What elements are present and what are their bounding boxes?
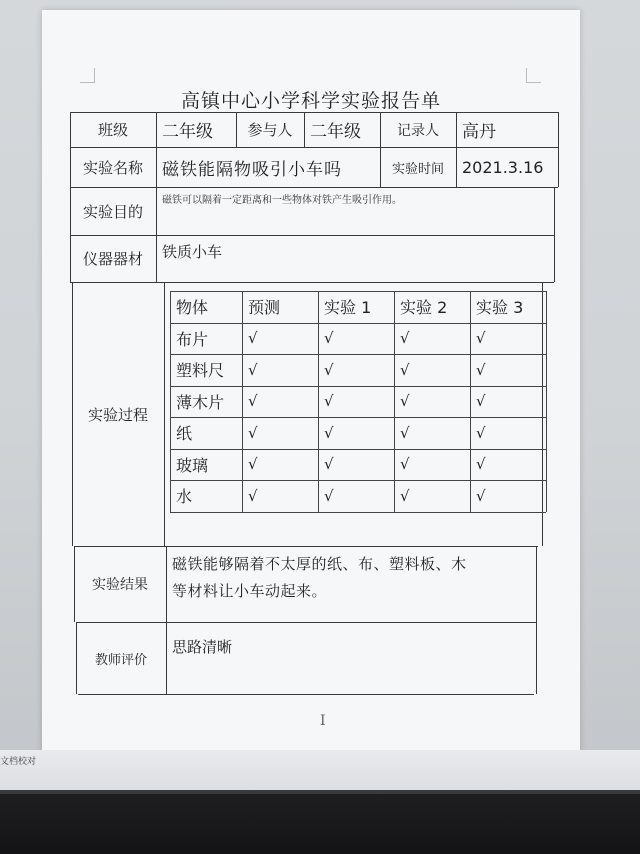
- process-table-header-cell: 物体: [176, 298, 209, 318]
- text-cursor-icon: I: [320, 713, 326, 729]
- purpose-label: 实验目的: [82, 202, 143, 221]
- experiment-time-label: 实验时间: [391, 161, 444, 177]
- participants-label: 参与人: [247, 121, 293, 139]
- process-label: 实验过程: [87, 405, 148, 424]
- report-title: 高镇中心小学科学实验报告单: [180, 90, 441, 112]
- teacher-value[interactable]: 思路清晰: [172, 638, 233, 656]
- equipment-value[interactable]: 铁质小车: [162, 243, 223, 261]
- class-value[interactable]: 二年级: [162, 122, 213, 142]
- process-table-check-cell[interactable]: √: [476, 329, 486, 348]
- process-table-check-cell[interactable]: √: [324, 392, 334, 411]
- process-table-check-cell[interactable]: √: [324, 455, 334, 474]
- margin-corner-mark: [526, 68, 541, 83]
- process-table-check-cell[interactable]: √: [324, 360, 334, 379]
- process-table-check-cell[interactable]: √: [400, 329, 410, 348]
- process-table-header-cell: 实验 3: [476, 298, 524, 318]
- result-line-2[interactable]: 等材料让小车动起来。: [172, 582, 328, 600]
- process-table-check-cell[interactable]: √: [248, 423, 258, 442]
- document-page[interactable]: [42, 10, 580, 754]
- participants-value[interactable]: 二年级: [310, 122, 361, 142]
- teacher-label: 教师评价: [94, 652, 147, 668]
- process-table-header-cell: 实验 2: [400, 298, 448, 318]
- process-table-check-cell[interactable]: √: [400, 455, 410, 474]
- process-table-object-cell[interactable]: 玻璃: [176, 455, 209, 475]
- status-bar: [0, 750, 640, 790]
- process-table-check-cell[interactable]: √: [476, 392, 486, 411]
- process-table-check-cell[interactable]: √: [400, 423, 410, 442]
- process-table-check-cell[interactable]: √: [248, 392, 258, 411]
- process-table-check-cell[interactable]: √: [248, 455, 258, 474]
- result-label: 实验结果: [92, 577, 148, 593]
- equipment-label: 仪器器材: [82, 250, 143, 268]
- process-table-check-cell[interactable]: √: [476, 360, 486, 379]
- status-proofread-label[interactable]: 文档校对: [0, 757, 37, 767]
- process-table-check-cell[interactable]: √: [476, 486, 486, 505]
- monitor-bezel: [0, 790, 640, 854]
- process-table-check-cell[interactable]: √: [324, 486, 334, 505]
- experiment-name-label: 实验名称: [82, 158, 143, 177]
- margin-corner-mark: [80, 68, 95, 83]
- process-table-check-cell[interactable]: √: [476, 423, 486, 442]
- process-table-check-cell[interactable]: √: [324, 329, 334, 348]
- process-table-header-cell: 实验 1: [324, 298, 372, 318]
- result-line-1[interactable]: 磁铁能够隔着不太厚的纸、布、塑料板、木: [172, 555, 467, 573]
- process-table-object-cell[interactable]: 布片: [176, 329, 209, 349]
- process-table-object-cell[interactable]: 塑料尺: [176, 361, 225, 381]
- process-table-check-cell[interactable]: √: [400, 486, 410, 505]
- recorder-value[interactable]: 高丹: [462, 122, 496, 142]
- bezel-edge: [0, 790, 640, 794]
- process-table-gridline: [546, 291, 547, 512]
- experiment-name-value[interactable]: 磁铁能隔物吸引小车吗: [162, 159, 342, 180]
- process-table-object-cell[interactable]: 纸: [176, 424, 193, 444]
- process-table-object-cell[interactable]: 水: [176, 487, 193, 507]
- process-table-check-cell[interactable]: √: [400, 360, 410, 379]
- process-table-check-cell[interactable]: √: [248, 486, 258, 505]
- process-table-object-cell[interactable]: 薄木片: [176, 392, 225, 412]
- class-label: 班级: [97, 121, 128, 139]
- experiment-time-value[interactable]: 2021.3.16: [462, 157, 544, 177]
- process-table-check-cell[interactable]: √: [476, 455, 486, 474]
- purpose-value[interactable]: 磁铁可以隔着一定距离和一些物体对铁产生吸引作用。: [162, 195, 402, 206]
- process-table-gridline: [170, 512, 546, 513]
- recorder-label: 记录人: [397, 122, 439, 139]
- process-table-check-cell[interactable]: √: [248, 329, 258, 348]
- process-table-check-cell[interactable]: √: [324, 423, 334, 442]
- process-table-check-cell[interactable]: √: [400, 392, 410, 411]
- process-table-check-cell[interactable]: √: [248, 360, 258, 379]
- process-table-header-cell: 预测: [248, 298, 281, 318]
